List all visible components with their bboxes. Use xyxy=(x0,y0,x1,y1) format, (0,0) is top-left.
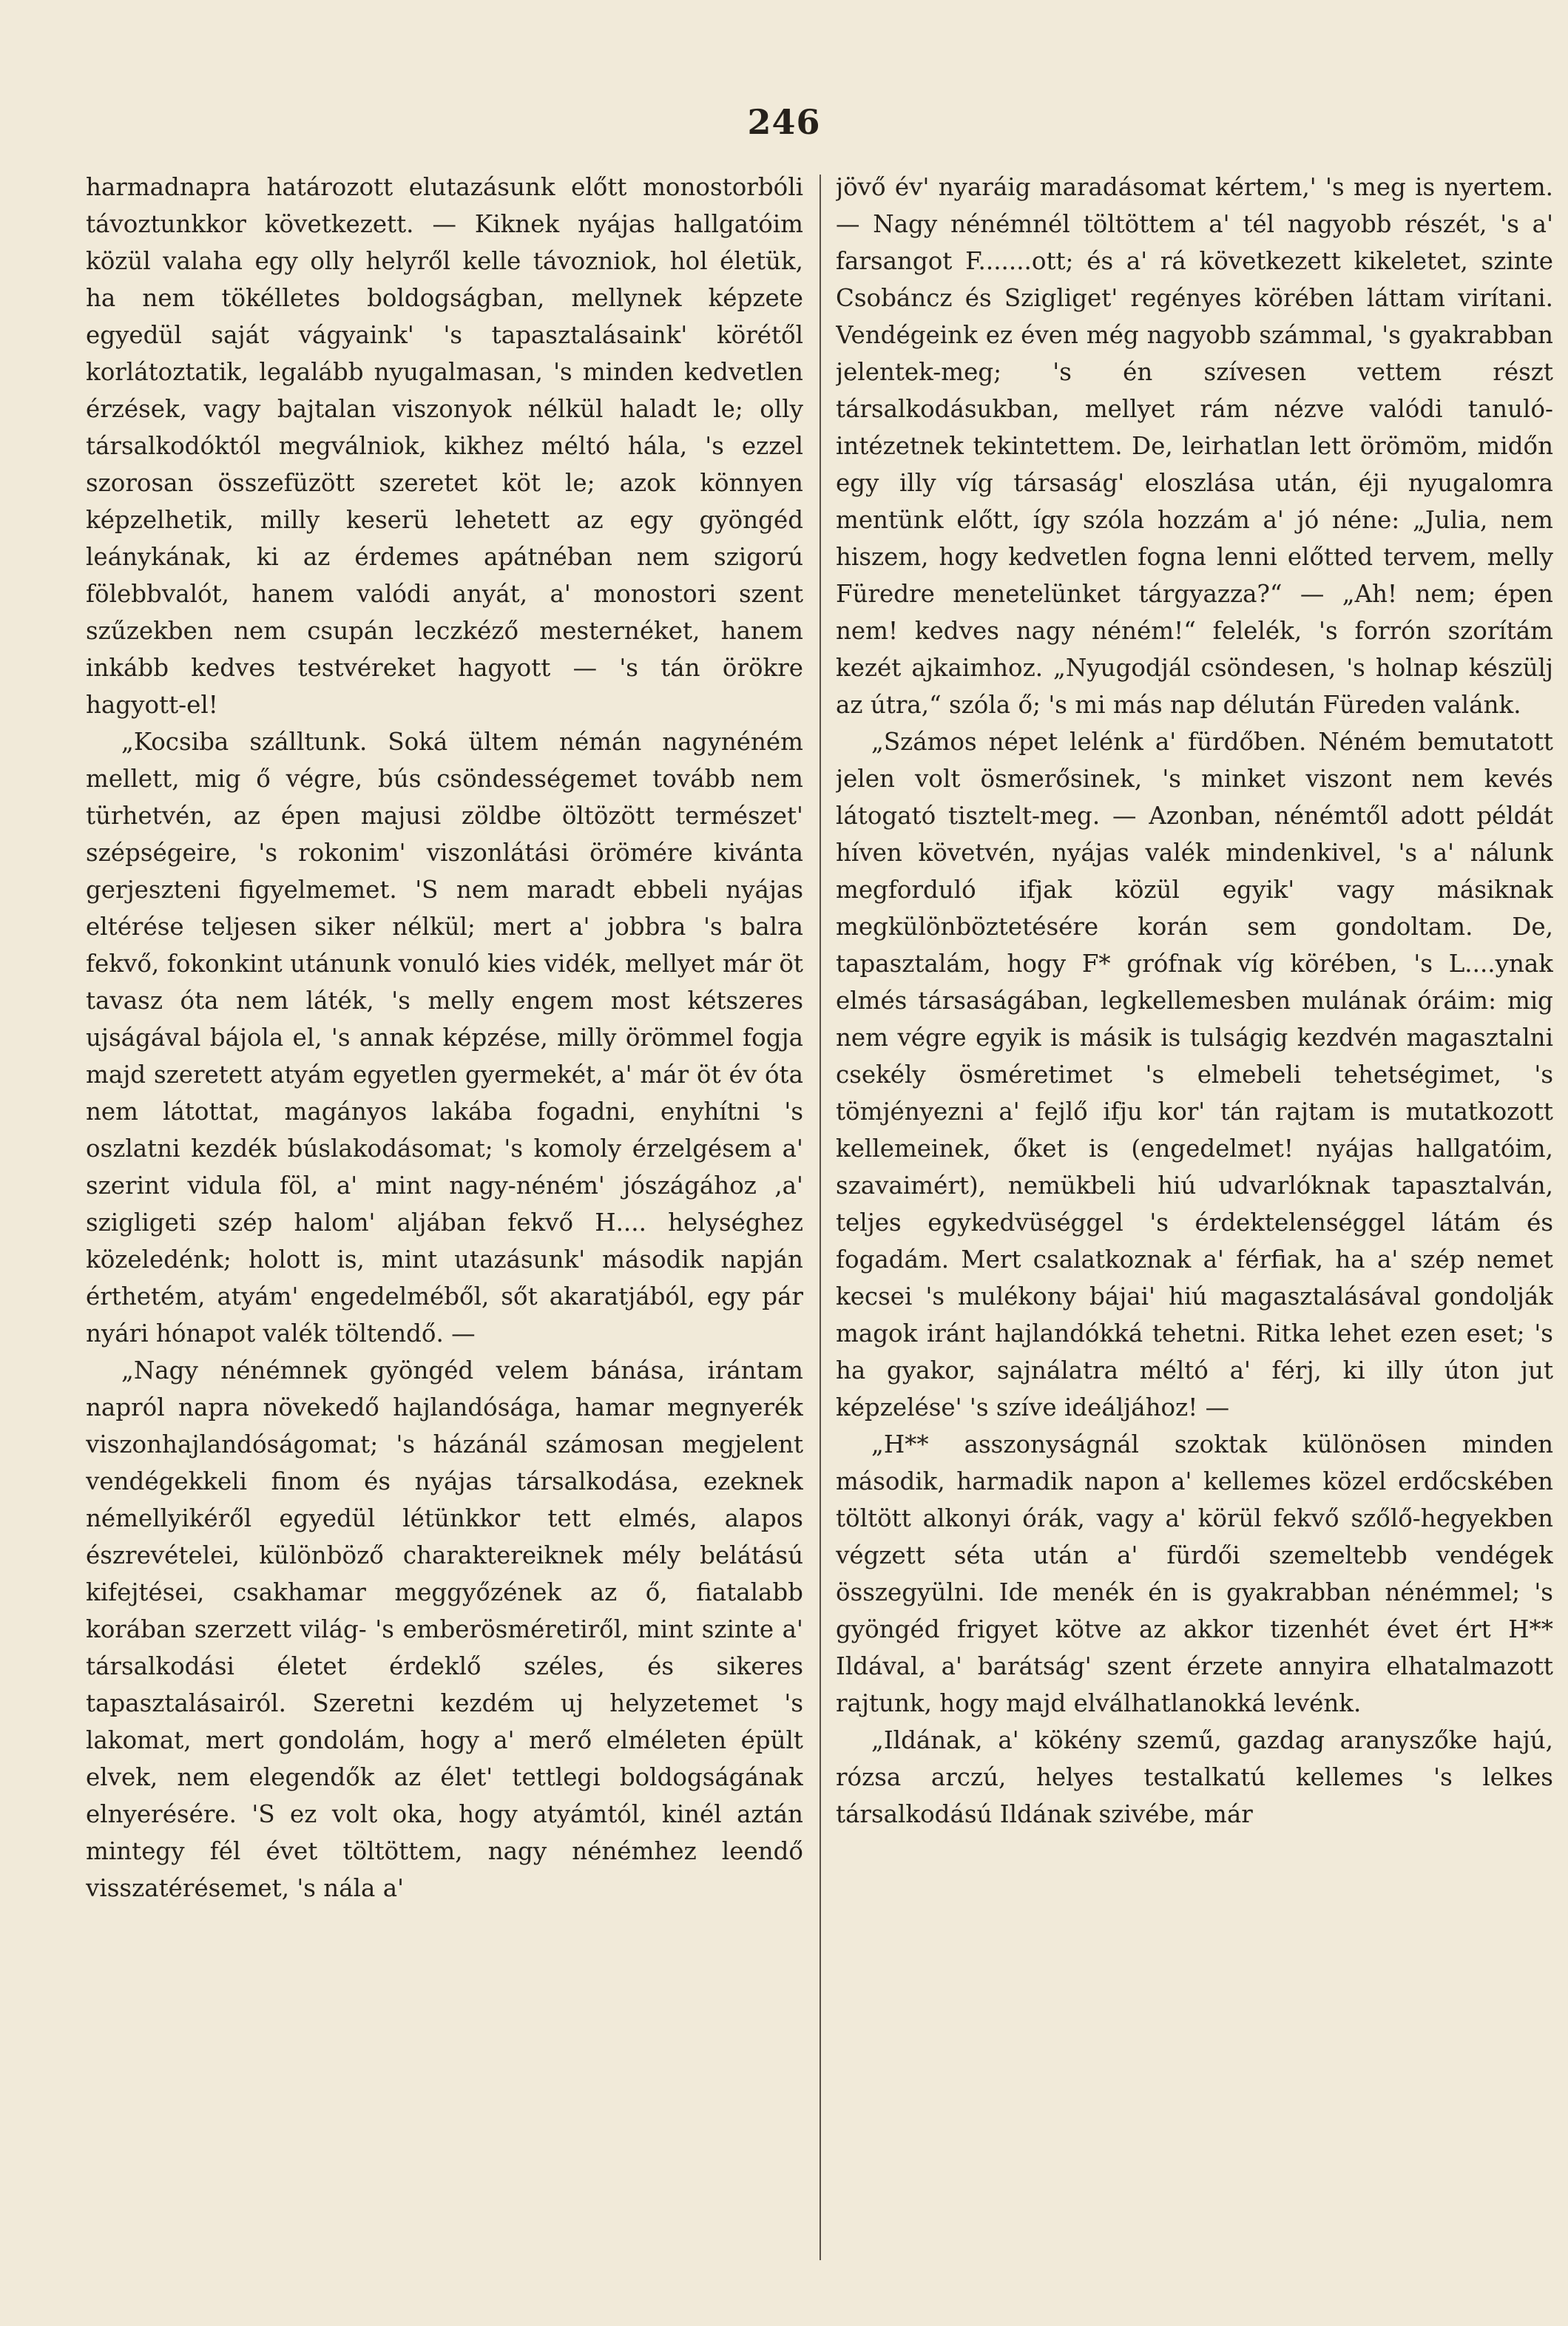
right-column xyxy=(836,169,1553,2299)
paragraph: „H** asszonyságnál szoktak különösen minden második, harmadik napon a' kellemes közel erdőcskében töltött alkonyi órák, vagy a' körül fekvő szőlő-hegyekben végzett séta után a' fürdői szemeltebb vendégek összegyülni. Ide menék én is gyakrabban nénémmel; 's gyöngéd frigyet kötve az akkor tizenhét évet ért H** Ildával, a' barátság' szent érzete annyira elhatalmazott rajtunk, hogy majd elválhatlanokká levénk. xyxy=(836,1430,1553,1717)
column-divider xyxy=(820,175,821,2260)
left-column xyxy=(86,169,803,2299)
paragraph: harmadnapra határozott elutazásunk előtt monostorbóli távoztunkkor következett. — Kiknek nyájas hallgatóim közül valaha egy olly helyről kelle távozniok, hol életük, ha nem tökélletes boldogságban, mellynek képzete egyedül saját vágyaink' 's tapasztalásaink' körétől korlátoztatik, legalább nyugalmasan, 's minden kedvetlen érzések, vagy bajtalan viszonyok nélkül haladt le; olly társalkodóktól megválniok, kikhez méltó hála, 's ezzel szorosan összefüzött szeretet köt le; azok könnyen képzelhetik, milly keserü lehetett az egy gyöngéd leánykának, ki az érdemes apátnéban nem szigorú fölebbvalót, hanem valódi anyát, a' monostori szent szűzekben nem csupán leczkéző mesternéket, hanem inkább kedves testvéreket hagyott — 's tán örökre hagyott-el! xyxy=(86,173,803,719)
paragraph: „Ildának, a' kökény szemű, gazdag aranyszőke hajú, rózsa arczú, helyes testalkatú kellemes 's lelkes társalkodású Ildának szivébe, már xyxy=(836,1726,1553,1828)
paragraph: „Kocsiba szálltunk. Soká ültem némán nagynéném mellett, mig ő végre, bús csöndességemet tovább nem türhetvén, az épen majusi zöldbe öltözött természet' szépségeire, 's rokonim' viszonlátási örömére kivánta gerjeszteni figyelmemet. 'S nem maradt ebbeli nyájas eltérése teljesen siker nélkül; mert a' jobbra 's balra fekvő, fokonkint utánunk vonuló kies vidék, mellyet már öt tavasz óta nem láték, 's melly engem most kétszeres ujságával bájola el, 's annak képzése, milly örömmel fogja majd szeretett atyám egyetlen gyermekét, a' már öt év óta nem látottat, magányos lakába fogadni, enyhítni 's oszlatni kezdék búslakodásomat; 's komoly érzelgésem a' szerint vidula föl, a' mint nagy-néném' jószágához ,a' szigligeti szép halom' aljában fekvő H.... helységhez közeledénk; holott is, mint utazásunk' második napján érthetém, atyám' engedelméből, sőt akaratjából, egy pár nyári hónapot valék töltendő. — xyxy=(86,728,803,1348)
page-number: 246 xyxy=(747,102,821,142)
paragraph: „Számos népet lelénk a' fürdőben. Néném bemutatott jelen volt ösmerősinek, 's minket viszont nem kevés látogató tisztelt-meg. — Azonban, nénémtől adott példát híven követvén, nyájas valék mindenkivel, 's a' nálunk megforduló ifjak közül egyik' vagy másiknak megkülönböztetésére korán sem gondoltam. De, tapasztalám, hogy F* grófnak víg körében, 's L....ynak elmés társaságában, legkellemesben mulának óráim: mig nem végre egyik is másik is tulságig kezdvén magasztalni csekély ösméretimet 's elmebeli tehetségimet, 's tömjényezni a' fejlő ifju kor' tán rajtam is mutatkozott kellemeinek, őket is (engedelmet! nyájas hallgatóim, szavaimért), nemükbeli hiú udvarlóknak tapasztalván, teljes egykedvüséggel 's érdektelenséggel látám és fogadám. Mert csalatkoznak a' férfiak, ha a' szép nemet kecsei 's mulékony bájai' hiú magasztalásával gondolják magok iránt hajlandókká tehetni. Ritka lehet ezen eset; 's ha gyakor, sajnálatra méltó a' férj, ki illy úton jut képzelése' 's szíve ideáljához! — xyxy=(836,728,1553,1421)
paragraph: „Nagy nénémnek gyöngéd velem bánása, irántam napról napra növekedő hajlandósága, hamar megnyerék viszonhajlandóságomat; 's házánál számosan megjelent vendégekkeli finom és nyájas társalkodása, ezeknek némellyikéről egyedül létünkkor tett elmés, alapos észrevételei, különböző charaktereiknek mély belátású kifejtései, csakhamar meggyőzének az ő, fiatalabb korában szerzett világ- 's emberösméretiről, mint szinte a' társalkodási életet érdeklő széles, és sikeres tapasztalásairól. Szeretni kezdém uj helyzetemet 's lakomat, mert gondolám, hogy a' merő elméleten épült elvek, nem elegendők az élet' tettlegi boldogságának elnyerésére. 'S ez volt oka, hogy atyámtól, kinél aztán mintegy fél évet töltöttem, nagy nénémhez leendő visszatérésemet, 's nála a' xyxy=(86,1356,803,1902)
paragraph: jövő év' nyaráig maradásomat kértem,' 's meg is nyertem. — Nagy nénémnél töltöttem a' tél nagyobb részét, 's a' farsangot F.......ott; és a' rá következett kikeletet, szinte Csobáncz és Szigliget' regényes körében láttam virítani. Vendégeink ez éven még nagyobb számmal, 's gyakrabban jelentek-meg; 's én szívesen vettem részt társalkodásukban, mellyet rám nézve valódi tanuló-intézetnek tekintettem. De, leirhatlan lett örömöm, midőn egy illy víg társaság' eloszlása után, éji nyugalomra mentünk előtt, így szóla hozzám a' jó néne: „Julia, nem hiszem, hogy kedvetlen fogna lenni előtted tervem, melly Füredre menetelünket tárgyazza?“ — „Ah! nem; épen nem! kedves nagy néném!“ felelék, 's forrón szorítám kezét ajkaimhoz. „Nyugodjál csöndesen, 's holnap készülj az útra,“ szóla ő; 's mi más nap délután Füreden valánk. xyxy=(836,173,1553,719)
